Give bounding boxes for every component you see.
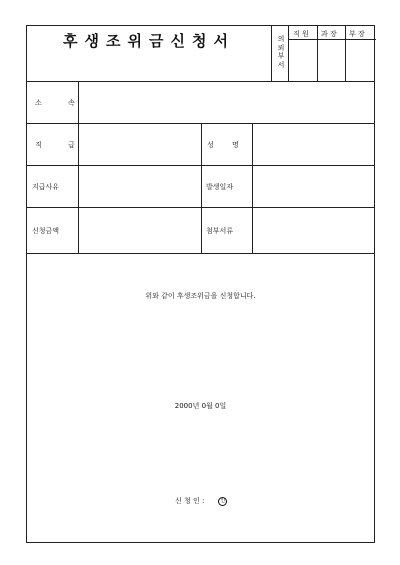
approval-header-line <box>288 39 376 40</box>
requesting-dept-label: 의뢰부서 <box>277 35 285 69</box>
applicant-label: 신 청 인 : <box>175 497 205 505</box>
rule-5 <box>27 253 374 254</box>
approval-divider-3 <box>345 26 346 81</box>
amount-label: 신청금액 <box>32 227 60 235</box>
occurrence-date-label: 발생일자 <box>206 183 234 191</box>
grade-label: 직 급 <box>35 141 87 149</box>
rule-1 <box>27 81 374 82</box>
seal-mark: 인 <box>218 497 227 506</box>
application-date: 2000년 0월 0일 <box>174 402 227 410</box>
middle-divider-right <box>252 123 253 253</box>
name-label: 성 명 <box>207 141 247 149</box>
reason-label: 지급사유 <box>32 183 60 191</box>
approval-col-staff: 직 원 <box>293 30 309 38</box>
applicant-line <box>175 496 227 506</box>
affiliation-label: 소 속 <box>35 99 87 107</box>
application-statement: 위와 같이 후생조위금을 신청합니다. <box>145 292 256 300</box>
welfare-condolence-application-form <box>26 25 375 543</box>
approval-divider-1 <box>288 26 289 81</box>
approval-col-director: 부 장 <box>349 30 365 38</box>
form-title: 후생조위금신청서 <box>63 32 235 50</box>
middle-divider-left <box>201 123 202 253</box>
approval-col-manager: 과 장 <box>321 30 337 38</box>
approval-box-left-border <box>271 26 272 81</box>
attachments-label: 첨부서류 <box>206 227 234 235</box>
approval-divider-2 <box>317 26 318 81</box>
